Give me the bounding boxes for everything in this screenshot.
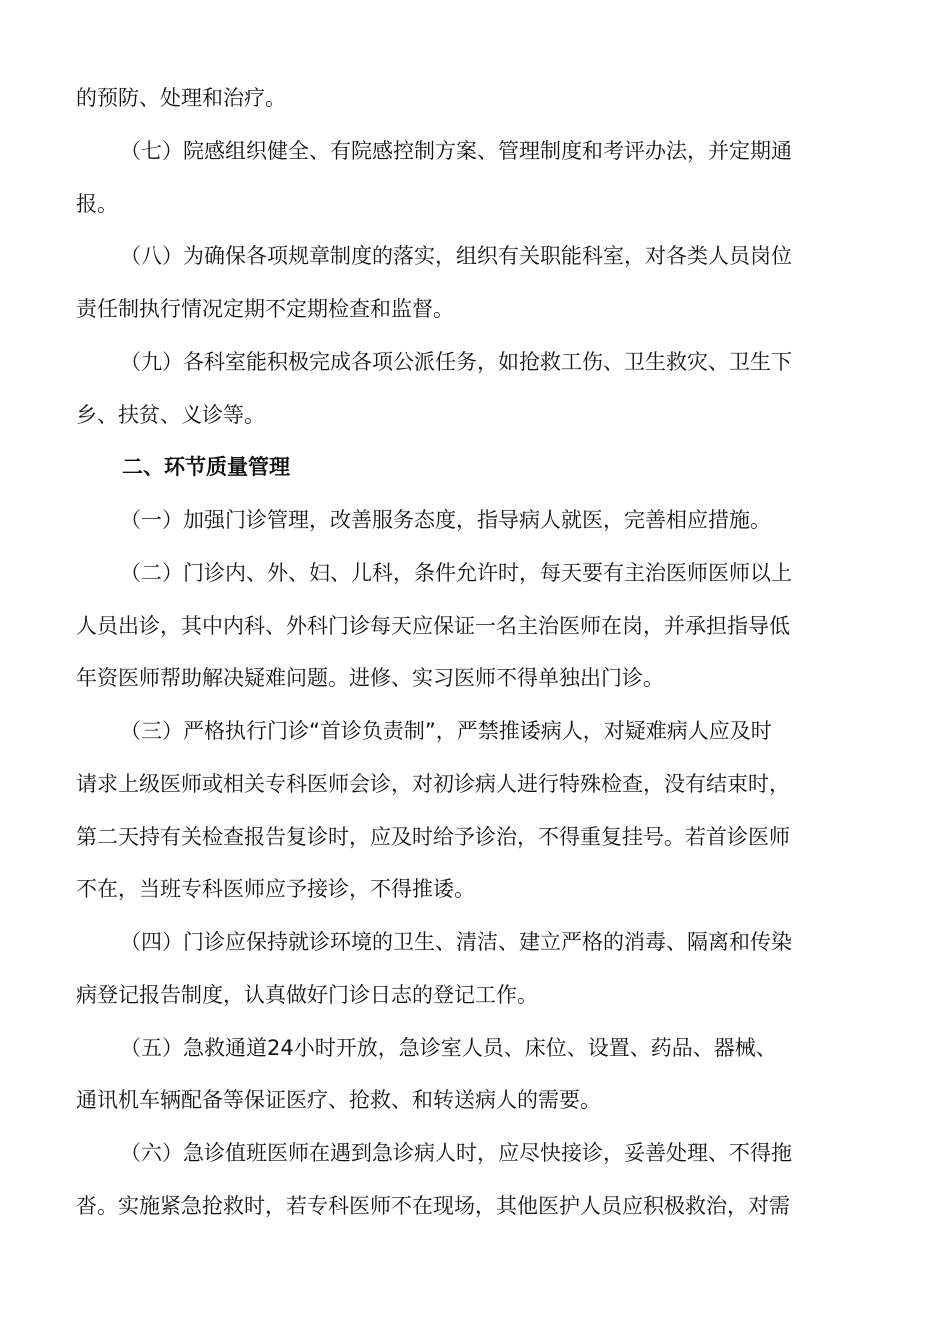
line-text: （六）急诊值班医师在遇到急诊病人时，应尽快接诊，妥善处理、不得拖 [120, 1141, 792, 1165]
line-text: 人员出诊，其中内科、外科门诊每天应保证一名主治医师在岗，并承担指导低 [76, 614, 790, 638]
text-line [0, 500, 950, 540]
text-line [0, 975, 950, 1015]
heading-text: 二、环节质量管理 [122, 455, 290, 479]
text-line [0, 184, 950, 224]
text-line [0, 236, 950, 276]
line-text: 通讯机车辆配备等保证医疗、抢救、和转送病人的需要。 [76, 1088, 601, 1112]
line-text: 请求上级医师或相关专科医师会诊，对初诊病人进行特殊检查，没有结束时， [76, 772, 790, 796]
line-text: 年资医师帮助解决疑难问题。进修、实习医师不得单独出门诊。 [76, 666, 664, 690]
text-line [0, 1028, 950, 1068]
text-line [0, 1186, 950, 1226]
line-text: 沓。实施紧急抢救时，若专科医师不在现场，其他医护人员应积极救治，对需 [76, 1194, 790, 1218]
text-line [0, 1080, 950, 1120]
line-text: （九）各科室能积极完成各项公派任务，如抢救工伤、卫生救灾、卫生下 [120, 350, 792, 374]
text-line [0, 922, 950, 962]
line-text: （一）加强门诊管理，改善服务态度，指导病人就医，完善相应措施。 [120, 508, 771, 532]
line-text: 报。 [76, 192, 118, 216]
line-text: 的预防、处理和治疗。 [76, 86, 286, 110]
text-line [0, 78, 950, 118]
line-text: （五）急救通道24小时开放，急诊室人员、床位、设置、药品、器械、 [120, 1036, 777, 1060]
text-line [0, 131, 950, 171]
line-text: 责任制执行情况定期不定期检查和监督。 [76, 297, 454, 321]
line-text: （二）门诊内、外、妇、儿科，条件允许时，每天要有主治医师医师以上 [120, 561, 792, 585]
text-line [0, 289, 950, 329]
line-text: 乡、扶贫、义诊等。 [76, 403, 265, 427]
text-line [0, 606, 950, 646]
text-line [0, 711, 950, 751]
line-text: 第二天持有关检查报告复诊时，应及时给予诊治，不得重复挂号。若首诊医师 [76, 825, 790, 849]
line-text: （三）严格执行门诊“首诊负责制”，严禁推诿病人，对疑难病人应及时 [120, 719, 772, 743]
line-text: 病登记报告制度，认真做好门诊日志的登记工作。 [76, 983, 538, 1007]
text-line [0, 1133, 950, 1173]
text-line [0, 553, 950, 593]
text-line [0, 869, 950, 909]
text-line [0, 342, 950, 382]
text-line [0, 395, 950, 435]
text-line [0, 764, 950, 804]
line-text: （四）门诊应保持就诊环境的卫生、清洁、建立严格的消毒、隔离和传染 [120, 930, 792, 954]
section-heading [0, 447, 950, 487]
text-line [0, 817, 950, 857]
text-line [0, 658, 950, 698]
line-text: 不在，当班专科医师应予接诊，不得推诿。 [76, 877, 475, 901]
line-text: （八）为确保各项规章制度的落实，组织有关职能科室，对各类人员岗位 [120, 244, 792, 268]
line-text: （七）院感组织健全、有院感控制方案、管理制度和考评办法，并定期通 [120, 139, 792, 163]
